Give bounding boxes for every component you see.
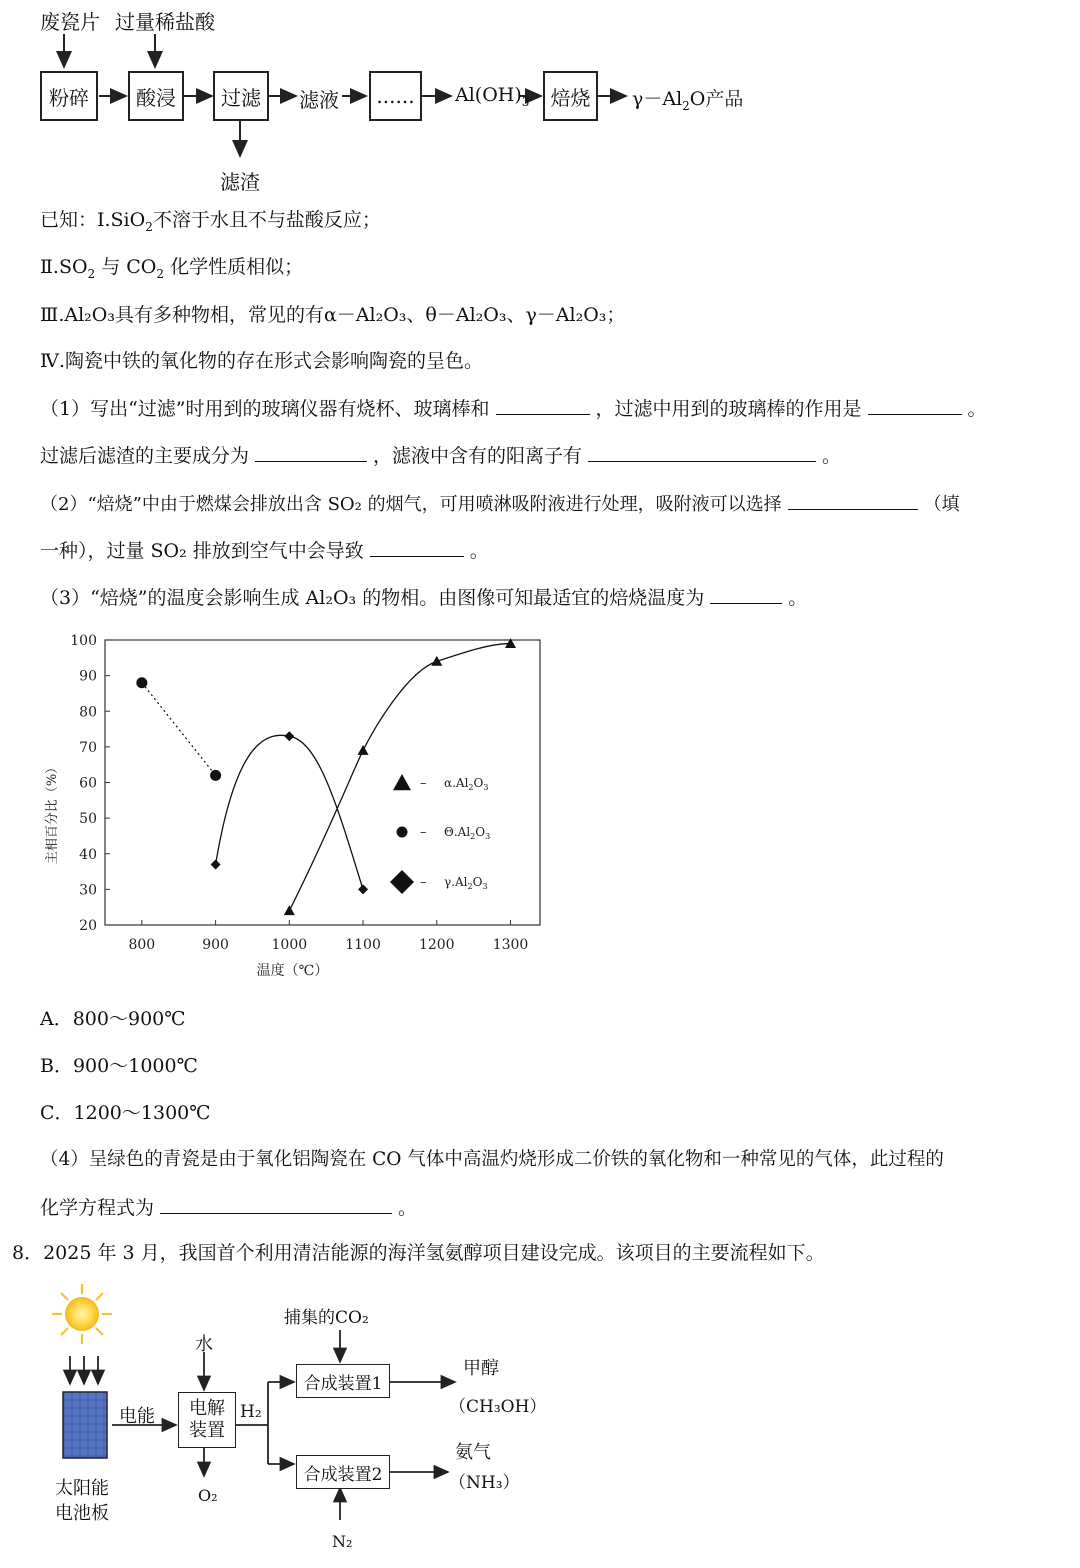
q4-line1: （4）呈绿色的青瓷是由于氧化铝陶瓷在 CO 气体中高温灼烧形成二价铁的氧化物和一种常见的气体，此过程的 bbox=[40, 1149, 944, 1170]
q1-line1-c: 。 bbox=[967, 398, 987, 420]
flow2-synth2-label: 合成装置2 bbox=[303, 1464, 383, 1485]
theta-point bbox=[210, 770, 221, 781]
flow1-box-roast-label: 焙烧 bbox=[550, 85, 591, 110]
q4-line2-b: 。 bbox=[398, 1197, 418, 1219]
q1-line2-a: 过滤后滤渣的主要成分为 bbox=[40, 445, 250, 467]
legend-label: $\Theta.Al_2O_3$ bbox=[444, 825, 491, 841]
flow1-residue: 滤渣 bbox=[220, 170, 260, 194]
q3-text-b: 。 bbox=[788, 587, 808, 609]
chart-ytick-label: 80 bbox=[79, 704, 97, 721]
flow2-ammonia-formula: （NH₃） bbox=[449, 1473, 520, 1493]
flow2-synth1 bbox=[296, 1364, 390, 1398]
flow1-aloh3 bbox=[455, 84, 529, 109]
gamma-point bbox=[358, 884, 368, 894]
q2-line1-b: （填 bbox=[923, 494, 960, 515]
flow1-box-dots bbox=[369, 71, 422, 121]
chart-ytick-label: 100 bbox=[70, 633, 97, 649]
flow1-box-acid-leach-label: 酸浸 bbox=[136, 85, 176, 110]
q2-line2-b: 。 bbox=[469, 540, 489, 562]
flow1-box-crush-label: 粉碎 bbox=[49, 85, 89, 110]
known-1-sub: 2 bbox=[145, 219, 153, 234]
q3-text bbox=[40, 585, 807, 610]
sunlight-arrows bbox=[70, 1356, 98, 1384]
alpha-point bbox=[284, 905, 295, 915]
chart-ylabel: 主相百分比（%） bbox=[45, 760, 60, 865]
gamma-curve bbox=[216, 735, 363, 889]
known-2-b: 与 CO bbox=[101, 256, 157, 278]
known-3: Ⅲ.Al₂O₃具有多种物相，常见的有α－Al₂O₃、θ－Al₂O₃、γ－Al₂O₃； bbox=[40, 304, 626, 326]
q1-line2-b: ，滤液中含有的阳离子有 bbox=[373, 445, 583, 467]
q1-line1-b: ，过滤中用到的玻璃棒的作用是 bbox=[595, 398, 862, 420]
theta-curve bbox=[142, 683, 216, 776]
q1-line1 bbox=[40, 396, 987, 421]
flow1-box-filter bbox=[213, 71, 269, 121]
q2-line1 bbox=[40, 491, 960, 517]
flow1-aloh3-text: Al(OH) bbox=[455, 84, 522, 106]
legend-dash: – bbox=[420, 776, 427, 791]
gamma-point bbox=[211, 859, 221, 869]
alpha-point bbox=[358, 745, 369, 755]
known-2-c: 化学性质相似； bbox=[170, 256, 304, 278]
chart-ytick-label: 50 bbox=[79, 811, 97, 828]
legend-dash: – bbox=[420, 875, 427, 890]
flow1-input-broken-porcelain: 废瓷片 bbox=[40, 10, 100, 34]
known-1 bbox=[40, 208, 381, 239]
q1-line2-c: 。 bbox=[822, 445, 842, 467]
flow1-box-filter-label: 过滤 bbox=[221, 85, 261, 110]
known-1-post: 不溶于水且不与盐酸反应； bbox=[152, 209, 381, 231]
q1-line2 bbox=[40, 443, 841, 468]
q2-line2-a: 一种），过量 SO₂ 排放到空气中会导致 bbox=[40, 540, 364, 562]
chart-ytick-label: 30 bbox=[79, 882, 97, 899]
legend-label: $\gamma.Al_2O_3$ bbox=[444, 875, 488, 891]
q1-blank-rod-role[interactable] bbox=[868, 396, 962, 415]
known-1-pre: 已知：Ⅰ.SiO bbox=[40, 209, 146, 231]
flow2-panel-label-1: 太阳能 bbox=[55, 1478, 109, 1499]
flow2-synth2 bbox=[296, 1455, 390, 1489]
flow2-ammonia: 氨气 bbox=[455, 1442, 491, 1463]
chart-xtick-label: 900 bbox=[202, 937, 229, 953]
flow1-product-sub: 2 bbox=[682, 98, 690, 113]
flow1-product-post: O产品 bbox=[689, 88, 744, 110]
option-c[interactable]: C．1200～1300℃ bbox=[40, 1102, 211, 1124]
flow2-methanol: 甲醇 bbox=[463, 1358, 499, 1379]
q1-line1-a: （1）写出“过滤”时用到的玻璃仪器有烧杯、玻璃棒和 bbox=[40, 398, 490, 420]
q4-line2-a: 化学方程式为 bbox=[40, 1197, 155, 1219]
flow1-box-dots-label: ...... bbox=[376, 84, 415, 108]
flow1-product-pre: γ－Al bbox=[632, 88, 683, 110]
chart-ytick-label: 90 bbox=[79, 668, 97, 685]
flow1-box-crush bbox=[40, 71, 98, 121]
flow2-electrolyzer-label-1: 电解 bbox=[189, 1398, 225, 1419]
legend-dash: – bbox=[420, 825, 427, 840]
known-2-s1: 2 bbox=[87, 266, 96, 281]
chart-xtick-label: 1200 bbox=[418, 937, 455, 953]
flow1-box-acid-leach bbox=[128, 71, 184, 121]
q3-text-a: （3）“焙烧”的温度会影响生成 Al₂O₃ 的物相。由图像可知最适宜的焙烧温度为 bbox=[40, 587, 705, 609]
q1-blank-cations[interactable] bbox=[588, 443, 816, 462]
legend-gamma-marker bbox=[390, 870, 414, 894]
option-b[interactable]: B．900～1000℃ bbox=[40, 1055, 198, 1077]
known-2 bbox=[40, 255, 303, 286]
option-a[interactable]: A．800～900℃ bbox=[40, 1008, 186, 1030]
flow2-co2: 捕集的CO₂ bbox=[284, 1308, 369, 1328]
theta-point bbox=[136, 677, 147, 688]
q2-line2 bbox=[40, 538, 489, 563]
flow2-water: 水 bbox=[195, 1334, 213, 1355]
q1-blank-residue[interactable] bbox=[255, 443, 367, 462]
q1-blank-instrument[interactable] bbox=[496, 396, 590, 415]
flow2-energy: 电能 bbox=[119, 1406, 155, 1427]
flow2-synth1-label: 合成装置1 bbox=[303, 1373, 383, 1394]
flow2-electrolyzer bbox=[178, 1392, 236, 1448]
chart-xtick-label: 1000 bbox=[271, 937, 308, 953]
legend-label: $\alpha.Al_2O_3$ bbox=[444, 776, 489, 792]
q4-line2 bbox=[40, 1195, 417, 1220]
flow1-filtrate: 滤液 bbox=[299, 88, 339, 112]
chart-xtick-label: 1100 bbox=[345, 937, 381, 953]
known-2-s2: 2 bbox=[156, 266, 165, 281]
flow1-input-hcl: 过量稀盐酸 bbox=[115, 10, 215, 34]
chart-xtick-label: 1300 bbox=[492, 937, 529, 953]
q3-blank-temperature[interactable] bbox=[710, 585, 782, 604]
known-4: Ⅳ.陶瓷中铁的氧化物的存在形式会影响陶瓷的呈色。 bbox=[40, 350, 484, 372]
chart-ytick-label: 40 bbox=[79, 846, 97, 863]
gamma-point bbox=[284, 731, 294, 741]
sun-icon bbox=[52, 1284, 112, 1344]
alpha-point bbox=[431, 656, 442, 666]
phase-chart bbox=[30, 620, 570, 990]
q2-blank-absorbent[interactable] bbox=[788, 491, 918, 510]
q8-text: 8．2025 年 3 月，我国首个利用清洁能源的海洋氢氨醇项目建设完成。该项目的主要流程如下。 bbox=[12, 1242, 825, 1264]
legend-alpha-marker bbox=[393, 774, 411, 790]
q4-blank-equation[interactable] bbox=[160, 1195, 392, 1214]
known-2-a: Ⅱ.SO bbox=[40, 256, 88, 278]
flow2-electrolyzer-label-2: 装置 bbox=[189, 1420, 225, 1441]
chart-ytick-label: 20 bbox=[79, 918, 97, 934]
flow2-n2: N₂ bbox=[332, 1532, 353, 1551]
chart-ytick-label: 60 bbox=[79, 775, 97, 792]
solar-panel-icon bbox=[63, 1392, 107, 1458]
chart-ytick-label: 70 bbox=[79, 739, 97, 756]
flow2-o2: O₂ bbox=[198, 1486, 218, 1505]
flow2-h2: H₂ bbox=[240, 1402, 262, 1422]
chart-xlabel: 温度（℃） bbox=[256, 963, 329, 979]
flow2-panel-label-2: 电池板 bbox=[55, 1503, 109, 1524]
chart-xtick-label: 800 bbox=[128, 937, 156, 953]
q2-line1-a: （2）“焙烧”中由于燃煤会排放出含 SO₂ 的烟气，可用喷淋吸附液进行处理，吸附液可以选择 bbox=[40, 494, 782, 515]
flow1-product bbox=[632, 84, 743, 113]
legend-theta-marker bbox=[397, 827, 408, 838]
flow2-methanol-formula: （CH₃OH） bbox=[449, 1397, 547, 1417]
flow1-box-roast bbox=[543, 71, 598, 121]
q2-blank-consequence[interactable] bbox=[370, 538, 464, 557]
flow1-aloh3-sub: 3 bbox=[521, 94, 530, 109]
